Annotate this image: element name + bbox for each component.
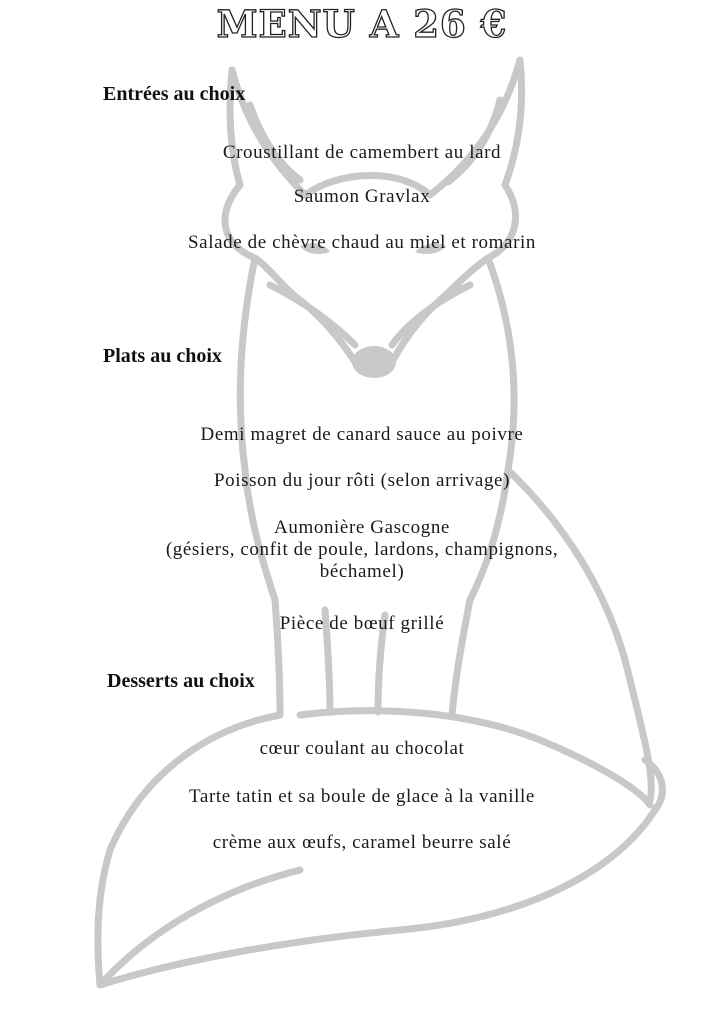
menu-item-plat-detail: béchamel) (319, 561, 405, 582)
menu-item-entree: Salade de chèvre chaud au miel et romarin (188, 232, 536, 253)
menu-item-plat: Pièce de bœuf grillé (279, 613, 445, 634)
menu-title: MENU A 26 € (216, 2, 508, 46)
menu-item-plat-detail: (gésiers, confit de poule, lardons, champignons, (165, 539, 559, 560)
menu-item-plat-multiline (80, 517, 644, 583)
section-heading-entrees: Entrées au choix (103, 83, 246, 105)
menu-item-plat-name: Aumonière Gascogne (274, 517, 450, 538)
menu-item-dessert: Tarte tatin et sa boule de glace à la vanille (189, 786, 535, 807)
menu-item-dessert: cœur coulant au chocolat (259, 738, 465, 759)
menu-item-entree: Croustillant de camembert au lard (222, 142, 502, 163)
menu-item-plat: Demi magret de canard sauce au poivre (200, 424, 524, 445)
section-heading-desserts: Desserts au choix (107, 670, 255, 692)
menu-item-plat: Poisson du jour rôti (selon arrivage) (213, 470, 511, 491)
section-heading-plats: Plats au choix (103, 345, 222, 367)
menu-item-entree: Saumon Gravlax (293, 186, 431, 207)
menu-item-dessert: crème aux œufs, caramel beurre salé (212, 832, 512, 853)
